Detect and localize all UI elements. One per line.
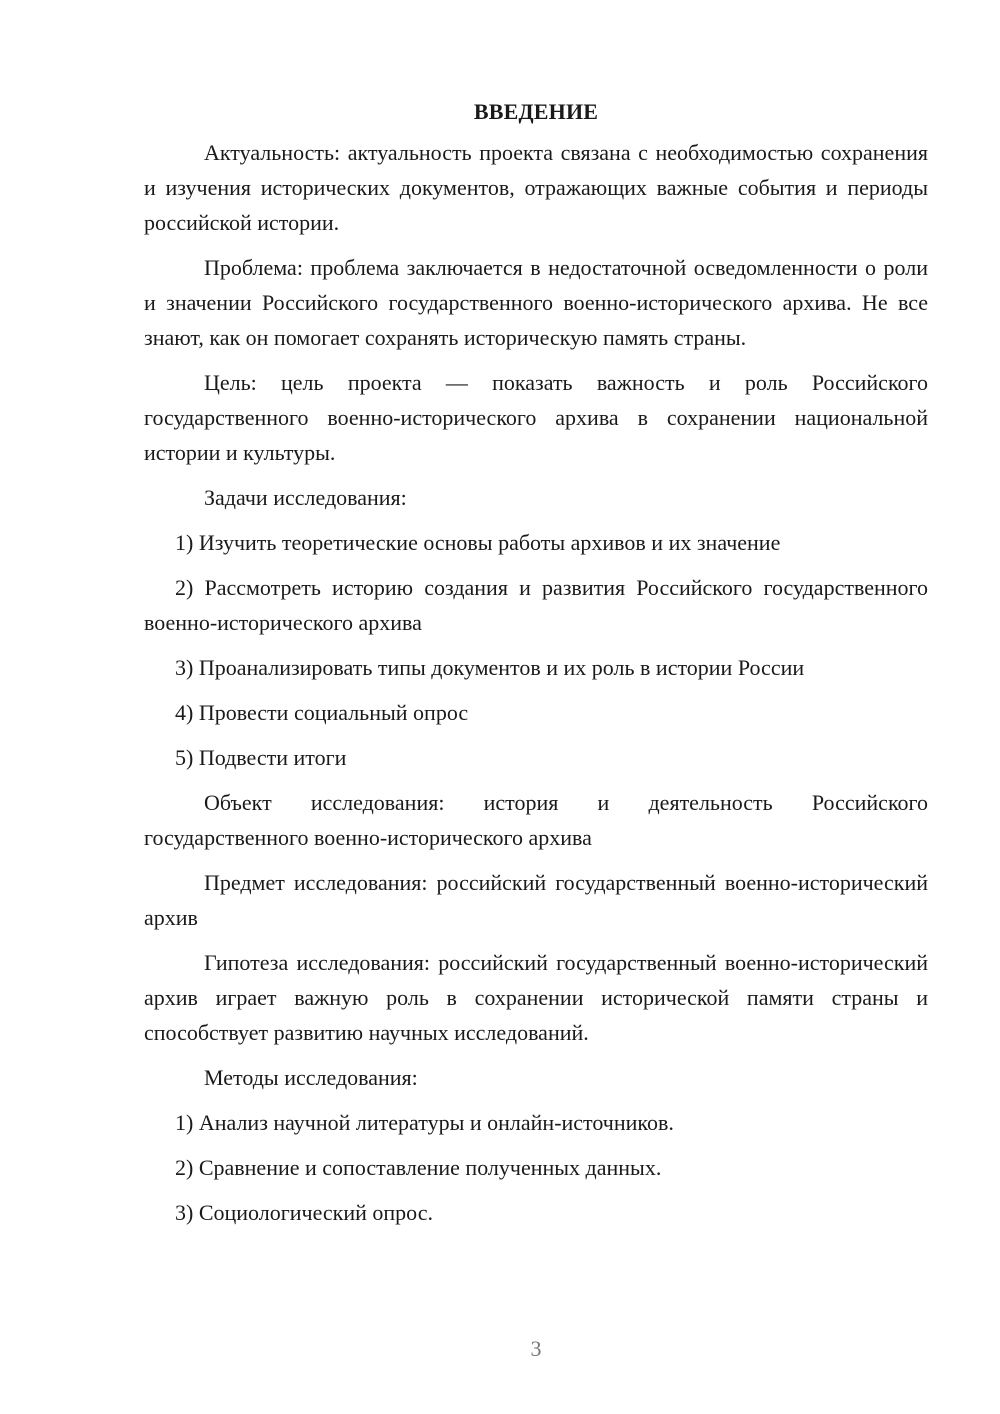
relevance-paragraph: Актуальность: актуальность проекта связана с необходимостью сохранения и изучения исторических документов, отражающих важные события и периоды российской истории. bbox=[144, 140, 928, 235]
hypothesis-paragraph: Гипотеза исследования: российский государственный военно-исторический архив играет важную роль в сохранении исторической памяти страны и способствует развитию научных исследований. bbox=[144, 950, 928, 1045]
document-page bbox=[144, 94, 928, 1240]
method-item: 2) Сравнение и сопоставление полученных данных. bbox=[175, 1155, 662, 1180]
problem-paragraph: Проблема: проблема заключается в недостаточной осведомленности о роли и значении Российского государственного военно-исторического архива. Не все знают, как он помогает сохранять историческую память страны. bbox=[144, 255, 928, 350]
goal-paragraph: Цель: цель проекта — показать важность и роль Российского государственного военно-исторического архива в сохранении национальной истории и культуры. bbox=[144, 370, 928, 465]
methods-heading: Методы исследования: bbox=[204, 1065, 418, 1090]
task-item: 3) Проанализировать типы документов и их роль в истории России bbox=[175, 655, 805, 680]
page-number: 3 bbox=[530, 1336, 542, 1361]
object-paragraph: Объект исследования: история и деятельность Российского государственного военно-исторического архива bbox=[144, 790, 928, 850]
tasks-heading: Задачи исследования: bbox=[204, 485, 407, 510]
method-item: 1) Анализ научной литературы и онлайн-источников. bbox=[175, 1110, 674, 1135]
task-item: 1) Изучить теоретические основы работы архивов и их значение bbox=[175, 530, 781, 555]
task-item: 2) Рассмотреть историю создания и развития Российского государственного военно-исторического архива bbox=[144, 575, 928, 635]
task-item: 5) Подвести итоги bbox=[175, 745, 347, 770]
method-item: 3) Социологический опрос. bbox=[175, 1200, 433, 1225]
section-title: ВВЕДЕНИЕ bbox=[473, 99, 599, 124]
task-item: 4) Провести социальный опрос bbox=[175, 700, 469, 725]
subject-paragraph: Предмет исследования: российский государственный военно-исторический архив bbox=[144, 870, 928, 930]
